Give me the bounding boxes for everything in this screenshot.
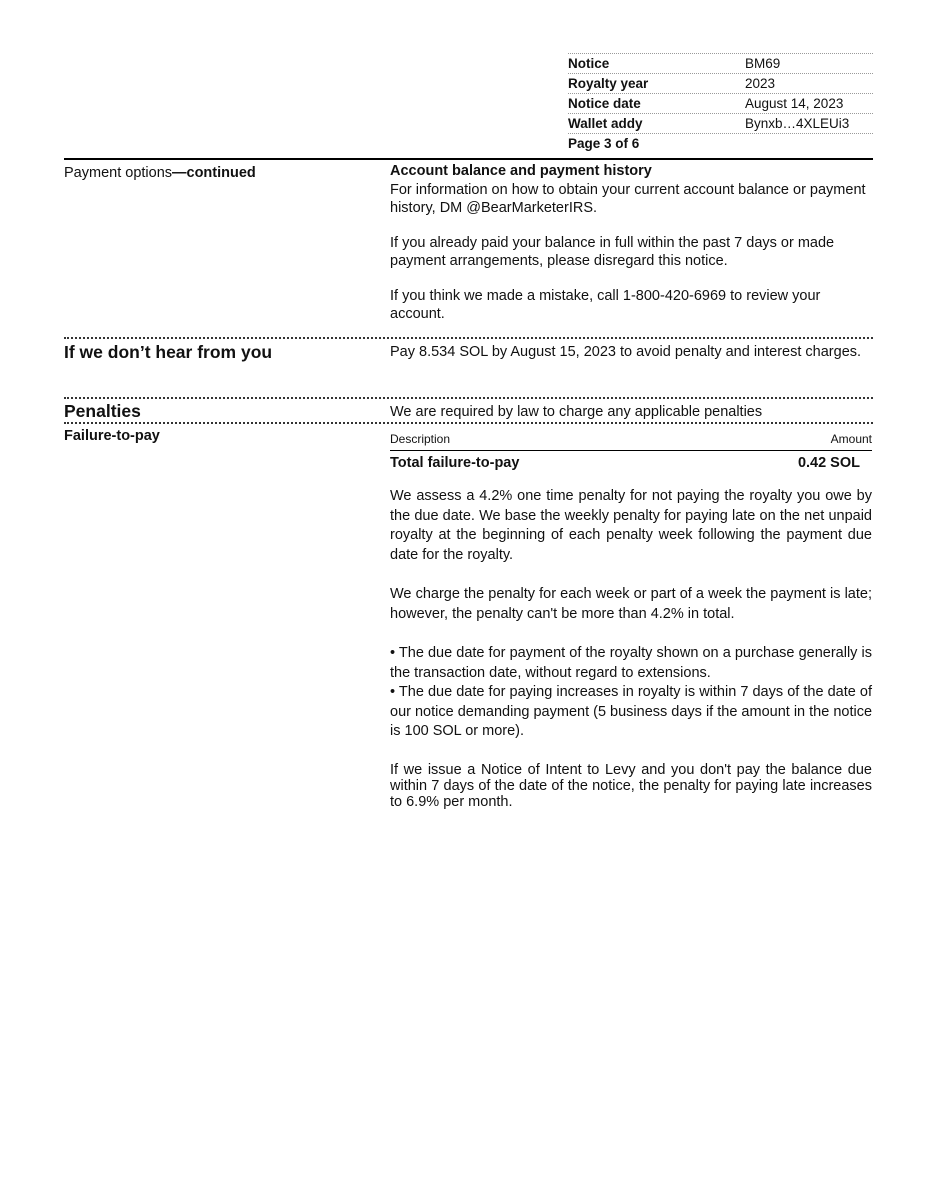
meta-label: Notice <box>568 56 610 71</box>
meta-value: BM69 <box>745 56 781 71</box>
meta-row-page <box>568 133 873 153</box>
penalty-para-3: If we issue a Notice of Intent to Levy and you don't pay the balance due within 7 days of the date of the notice, the penalty for paying late increases to 6.9% per month. <box>390 761 872 810</box>
meta-value: 2023 <box>745 76 776 91</box>
payment-options-label-text: Payment options <box>64 165 173 181</box>
penalties-intro: We are required by law to charge any applicable penalties <box>390 404 763 420</box>
no-response-text: Pay 8.534 SOL by August 15, 2023 to avoid penalty and interest charges. <box>390 344 862 360</box>
penalties-title: Penalties <box>64 401 141 421</box>
meta-row-notice-date <box>568 93 873 113</box>
section-divider <box>64 337 873 339</box>
penalty-table <box>390 430 872 472</box>
meta-row-royalty-year <box>568 73 873 93</box>
header-rule <box>64 158 873 160</box>
account-balance-para: For information on how to obtain your current account balance or payment history, DM @BearMarketerIRS. <box>390 181 866 216</box>
penalty-details <box>390 487 872 810</box>
penalty-para-2: We charge the penalty for each week or part of a week the payment is late; however, the penalty can't be more than 4.2% in total. <box>390 586 872 622</box>
account-balance-section <box>390 162 872 324</box>
already-paid-para: If you already paid your balance in full within the past 7 days or made payment arrangements, please disregard this notice. <box>390 234 835 269</box>
page-number: Page 3 of 6 <box>568 136 640 151</box>
meta-value: August 14, 2023 <box>745 96 844 111</box>
section-divider <box>64 422 873 424</box>
account-balance-heading: Account balance and payment history <box>390 163 652 179</box>
meta-label: Royalty year <box>568 76 649 91</box>
meta-label: Wallet addy <box>568 116 643 131</box>
failure-to-pay-subtitle: Failure-to-pay <box>64 428 160 444</box>
row-label: Total failure-to-pay <box>390 454 520 471</box>
no-response-title: If we don’t hear from you <box>64 342 273 362</box>
meta-value: Bynxb…4XLEUi3 <box>745 116 850 131</box>
notice-meta-table <box>568 53 873 153</box>
mistake-para: If you think we made a mistake, call 1-800-420-6969 to review your account. <box>390 287 821 322</box>
payment-options-label <box>64 165 339 181</box>
penalty-bullet-2: • The due date for paying increases in royalty is within 7 days of the date of our notice demanding payment (5 business days if the amount in the notice is 100 SOL or more). <box>390 684 873 739</box>
col-amount: Amount <box>830 432 872 446</box>
section-divider <box>64 397 873 399</box>
meta-label: Notice date <box>568 96 641 111</box>
meta-row-wallet <box>568 113 873 133</box>
penalty-para-1: We assess a 4.2% one time penalty for not paying the royalty you owe by the due date. We base the weekly penalty for paying late on the net unpaid royalty at the beginning of each penalty week following the payment due date for the royalty. <box>390 488 872 563</box>
table-row <box>390 451 872 473</box>
row-amount: 0.42 SOL <box>797 454 860 471</box>
meta-row-notice <box>568 53 873 73</box>
payment-options-continued: —continued <box>172 165 256 181</box>
penalty-bullet-1: • The due date for payment of the royalty shown on a purchase generally is the transaction date, without regard to extensions. <box>390 645 872 681</box>
penalty-table-header <box>390 430 872 451</box>
col-description: Description <box>390 432 451 446</box>
